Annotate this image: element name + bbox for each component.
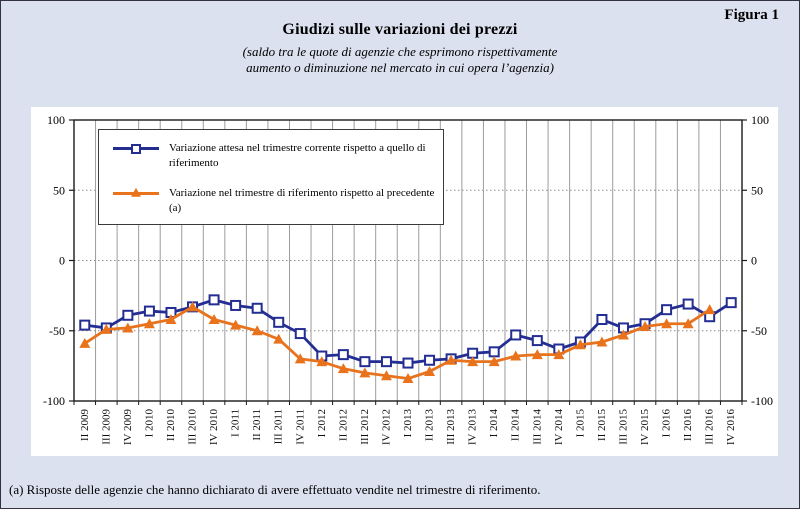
svg-text:I 2012: I 2012 — [315, 409, 328, 438]
svg-text:III 2009: III 2009 — [100, 409, 113, 445]
svg-text:-50: -50 — [49, 323, 65, 338]
svg-text:0: 0 — [59, 253, 65, 268]
svg-text:II 2016: II 2016 — [682, 409, 695, 442]
svg-text:I 2014: I 2014 — [488, 409, 501, 438]
svg-text:II 2010: II 2010 — [164, 409, 177, 442]
svg-text:III 2016: III 2016 — [703, 409, 716, 445]
svg-text:II 2012: II 2012 — [337, 409, 350, 442]
svg-text:I 2013: I 2013 — [402, 409, 414, 438]
svg-text:IV 2013: IV 2013 — [466, 409, 479, 446]
svg-text:50: 50 — [53, 183, 65, 198]
svg-text:IV 2011: IV 2011 — [294, 409, 307, 445]
blue-open-square-line-icon — [113, 142, 159, 155]
legend-item-reference-variation — [113, 186, 435, 216]
svg-text:III 2010: III 2010 — [186, 409, 199, 445]
legend-item-expected-variation — [113, 141, 435, 171]
svg-text:IV 2012: IV 2012 — [380, 409, 393, 446]
svg-text:III 2012: III 2012 — [358, 409, 371, 445]
svg-text:III 2013: III 2013 — [445, 409, 458, 445]
svg-text:I 2011: I 2011 — [229, 409, 242, 438]
svg-text:II 2011: II 2011 — [251, 409, 264, 441]
svg-text:III 2015: III 2015 — [617, 409, 630, 445]
chart-title: Giudizi sulle variazioni dei prezzi — [282, 21, 518, 38]
svg-text:III 2011: III 2011 — [272, 409, 285, 445]
svg-text:-50: -50 — [751, 323, 767, 338]
chart-legend — [98, 129, 444, 225]
svg-text:-100: -100 — [751, 394, 773, 408]
chart-subtitle-line1: (saldo tra le quote di agenzie che esprimono rispettivamente — [242, 44, 558, 59]
triangle-marker-icon — [131, 188, 141, 197]
legend-label: Variazione attesa nel trimestre corrente rispetto a quello di riferimento — [169, 142, 426, 169]
svg-text:IV 2010: IV 2010 — [208, 409, 221, 446]
chart-panel — [31, 107, 778, 456]
figure-number-label: Figura 1 — [724, 7, 779, 23]
svg-text:100: 100 — [751, 113, 769, 127]
svg-text:IV 2009: IV 2009 — [121, 409, 134, 446]
svg-text:-100: -100 — [43, 394, 65, 408]
open-square-marker-icon — [131, 144, 141, 154]
legend-label: Variazione nel trimestre di riferimento rispetto al precedente (a) — [169, 186, 435, 214]
svg-text:IV 2016: IV 2016 — [725, 409, 738, 446]
footnote: (a) Risposte delle agenzie che hanno dichiarato di avere effettuato vendite nel trimestre di riferimento. — [9, 482, 541, 497]
chart-subtitle-line2: aumento o diminuzione nel mercato in cui opera l’agenzia) — [246, 60, 554, 76]
svg-text:II 2009: II 2009 — [78, 409, 91, 442]
svg-text:IV 2015: IV 2015 — [639, 409, 652, 446]
svg-text:II 2014: II 2014 — [509, 409, 522, 442]
svg-text:50: 50 — [751, 183, 763, 198]
orange-triangle-line-icon — [113, 187, 159, 200]
chart-subtitle — [1, 44, 799, 77]
svg-text:III 2014: III 2014 — [531, 408, 544, 445]
svg-text:II 2015: II 2015 — [595, 409, 608, 442]
svg-text:0: 0 — [751, 253, 757, 268]
svg-text:II 2013: II 2013 — [423, 409, 436, 442]
svg-text:I 2016: I 2016 — [660, 409, 673, 438]
svg-text:100: 100 — [47, 113, 65, 127]
svg-text:I 2015: I 2015 — [574, 409, 587, 438]
svg-text:IV 2014: IV 2014 — [552, 409, 565, 446]
svg-text:I 2010: I 2010 — [143, 409, 156, 438]
